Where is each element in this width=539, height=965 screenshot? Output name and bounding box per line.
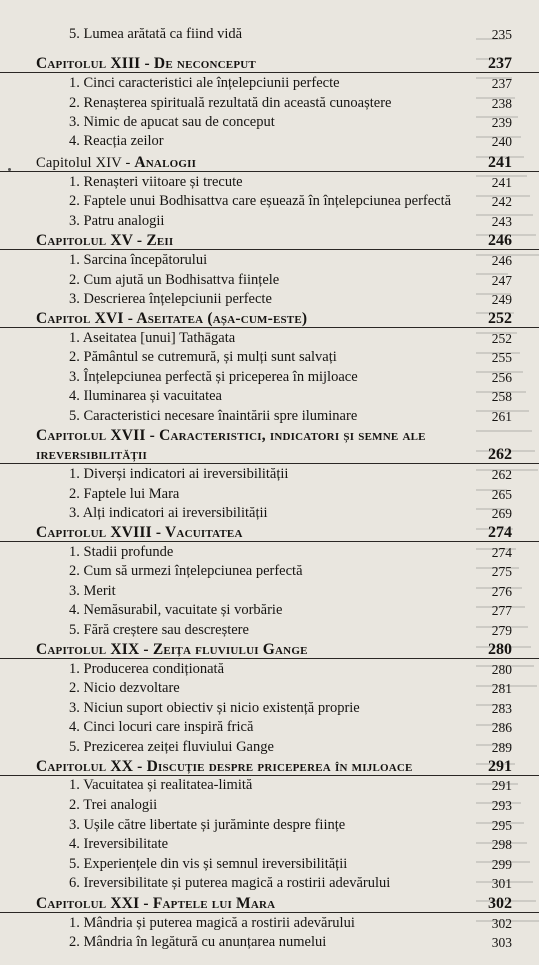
entry-page: 247	[491, 273, 512, 288]
chapter-title: ireversibilității	[36, 446, 147, 463]
entry-page: 261	[491, 409, 512, 424]
toc-entry	[0, 504, 539, 523]
toc-entry	[0, 368, 539, 387]
chapter-heading	[0, 309, 539, 328]
chapter-title	[36, 153, 196, 173]
toc-entry	[0, 601, 539, 620]
entry-title: 2. Faptele unui Bodhisattva care eșuează în înțelepciunea perfectă	[69, 193, 452, 209]
entry-page: 237	[491, 76, 512, 91]
chapter-heading	[0, 426, 539, 445]
toc-entry	[0, 329, 539, 348]
entry-page: 295	[491, 818, 512, 833]
toc-entry	[0, 835, 539, 854]
entry-title: 2. Cum să urmezi înțelepciunea perfectă	[69, 563, 303, 579]
entry-page: 241	[491, 175, 512, 190]
chapter-name: Analogii	[134, 154, 197, 171]
chapter-title: Capitolul XIII - De neconceput	[36, 55, 256, 72]
chapter-heading	[0, 757, 539, 776]
entry-title: 1. Cinci caracteristici ale înțelepciunii perfecte	[69, 75, 340, 91]
entry-title: 2. Renașterea spirituală rezultată din această cunoaștere	[69, 95, 392, 111]
entry-page: 265	[491, 487, 512, 502]
entry-page: 283	[491, 701, 512, 716]
chapter-title: Capitolul XVIII - Vacuitatea	[36, 524, 243, 541]
entry-page: 276	[491, 584, 512, 599]
chapter-heading-continued	[0, 445, 539, 464]
entry-title: 1. Sarcina începătorului	[69, 252, 208, 268]
entry-page: 277	[491, 603, 512, 618]
entry-title: 6. Ireversibilitate și puterea magică a rostirii adevărului	[69, 875, 391, 891]
chapter-title: Capitolul XIX - Zeița fluviului Gange	[36, 641, 308, 658]
entry-title: 5. Fără creștere sau descreștere	[69, 622, 249, 638]
entry-title: 3. Alți indicatori ai ireversibilității	[69, 505, 268, 521]
toc-entry	[0, 271, 539, 290]
toc-entry	[0, 212, 539, 231]
entry-title: 1. Renașteri viitoare și trecute	[69, 174, 243, 190]
entry-title: 2. Trei analogii	[69, 797, 158, 813]
entry-title: 2. Pământul se cutremură, și mulți sunt salvați	[69, 349, 337, 365]
toc-entry	[0, 543, 539, 562]
chapter-heading	[0, 894, 539, 913]
entry-page: 256	[491, 370, 512, 385]
toc-entry	[0, 621, 539, 640]
toc-entry	[0, 94, 539, 113]
toc-entry	[0, 582, 539, 601]
chapter-page: 262	[488, 446, 512, 463]
entry-page: 239	[491, 115, 512, 130]
entry-page: 269	[491, 506, 512, 521]
chapter-page: 237	[488, 55, 512, 72]
entry-page: 293	[491, 798, 512, 813]
entry-page: 281	[491, 681, 512, 696]
toc-entry	[0, 914, 539, 933]
entry-page: 279	[491, 623, 512, 638]
toc-entry	[0, 348, 539, 367]
entry-page: 235	[491, 27, 512, 42]
chapter-page: 280	[488, 641, 512, 658]
chapter-title: Capitol XVI - Aseitatea (așa-cum-este)	[36, 310, 308, 327]
entry-page: 262	[491, 467, 512, 482]
toc-entry	[0, 699, 539, 718]
entry-title: 3. Ușile către libertate și jurăminte despre ființe	[69, 817, 346, 833]
entry-page: 301	[491, 876, 512, 891]
toc-entry	[0, 816, 539, 835]
entry-title: 5. Lumea arătată ca fiind vidă	[69, 26, 243, 42]
entry-title: 1. Mândria și puterea magică a rostirii adevărului	[69, 915, 355, 931]
entry-title: 3. Patru analogii	[69, 213, 165, 229]
chapter-heading	[0, 640, 539, 659]
toc-entry	[0, 173, 539, 192]
toc-entry	[0, 465, 539, 484]
entry-title: 5. Prezicerea zeiței fluviului Gange	[69, 739, 274, 755]
toc-entry	[0, 874, 539, 893]
toc-entry	[0, 562, 539, 581]
entry-title: 4. Ireversibilitate	[69, 836, 169, 852]
entry-title: 4. Nemăsurabil, vacuitate și vorbărie	[69, 602, 283, 618]
chapter-label: Capitolul XIV -	[36, 155, 135, 171]
toc-entry	[0, 796, 539, 815]
entry-title: 3. Niciun suport obiectiv și nicio existență proprie	[69, 700, 360, 716]
toc-entry	[0, 192, 539, 211]
chapter-heading	[0, 231, 539, 250]
chapter-title: Capitolul XX - Discuție despre priceperea în mijloace	[36, 758, 413, 775]
chapter-heading	[0, 523, 539, 542]
toc-entry	[0, 113, 539, 132]
chapter-heading	[0, 153, 539, 172]
entry-title: 4. Cinci locuri care inspiră frică	[69, 719, 254, 735]
chapter-title: Capitolul XVII - Caracteristici, indicatori și semne ale	[36, 427, 426, 444]
entry-title: 1. Diverși indicatori ai ireversibilității	[69, 466, 289, 482]
entry-page: 274	[491, 545, 512, 560]
toc-entry	[0, 855, 539, 874]
entry-page: 242	[491, 194, 512, 209]
entry-page: 291	[491, 778, 512, 793]
entry-page: 302	[491, 916, 512, 931]
entry-title: 3. Înțelepciunea perfectă și priceperea în mijloace	[69, 369, 358, 385]
toc-entry	[0, 407, 539, 426]
toc-entry	[0, 776, 539, 795]
entry-title: 1. Stadii profunde	[69, 544, 174, 560]
entry-title: 2. Cum ajută un Bodhisattva ființele	[69, 272, 280, 288]
toc-entry	[0, 660, 539, 679]
entry-page: 275	[491, 564, 512, 579]
entry-page: 299	[491, 857, 512, 872]
entry-page: 240	[491, 134, 512, 149]
toc-entry	[0, 933, 539, 952]
entry-page: 238	[491, 96, 512, 111]
entry-title: 3. Descrierea înțelepciunii perfecte	[69, 291, 272, 307]
toc-entry	[0, 74, 539, 93]
entry-title: 3. Merit	[69, 583, 116, 599]
entry-title: 3. Nimic de apucat sau de conceput	[69, 114, 275, 130]
entry-page: 289	[491, 740, 512, 755]
entry-page: 255	[491, 350, 512, 365]
entry-page: 258	[491, 389, 512, 404]
chapter-page: 241	[488, 154, 512, 171]
chapter-page: 291	[488, 758, 512, 775]
toc-entry	[0, 290, 539, 309]
entry-page: 280	[491, 662, 512, 677]
entry-page: 243	[491, 214, 512, 229]
entry-page: 303	[491, 935, 512, 950]
entry-title: 1. Aseitatea [unui] Tathāgata	[69, 330, 236, 346]
chapter-page: 252	[488, 310, 512, 327]
toc-entry	[0, 679, 539, 698]
entry-title: 2. Faptele lui Mara	[69, 486, 180, 502]
entry-title: 4. Iluminarea și vacuitatea	[69, 388, 222, 404]
entry-title: 1. Producerea condiționată	[69, 661, 225, 677]
entry-title: 2. Mândria în legătură cu anunțarea numelui	[69, 934, 327, 950]
toc-entry	[0, 718, 539, 737]
chapter-title: Capitolul XXI - Faptele lui Mara	[36, 895, 276, 912]
entry-page: 246	[491, 253, 512, 268]
chapter-page: 302	[488, 895, 512, 912]
toc-entry	[0, 485, 539, 504]
entry-page: 286	[491, 720, 512, 735]
chapter-page: 274	[488, 524, 512, 541]
entry-title: 2. Nicio dezvoltare	[69, 680, 180, 696]
chapter-heading	[0, 54, 539, 73]
toc-entry	[0, 738, 539, 757]
entry-title: 4. Reacția zeilor	[69, 133, 164, 149]
entry-page: 298	[491, 837, 512, 852]
toc-entry	[0, 387, 539, 406]
entry-title: 5. Caracteristici necesare înaintării spre iluminare	[69, 408, 358, 424]
toc-entry	[0, 25, 539, 44]
entry-page: 252	[491, 331, 512, 346]
chapter-page: 246	[488, 232, 512, 249]
entry-page: 249	[491, 292, 512, 307]
entry-title: 5. Experiențele din vis și semnul ireversibilității	[69, 856, 348, 872]
toc-entry	[0, 132, 539, 151]
toc-entry	[0, 251, 539, 270]
entry-title: 1. Vacuitatea și realitatea-limită	[69, 777, 253, 793]
chapter-title: Capitolul XV - Zeii	[36, 232, 174, 249]
